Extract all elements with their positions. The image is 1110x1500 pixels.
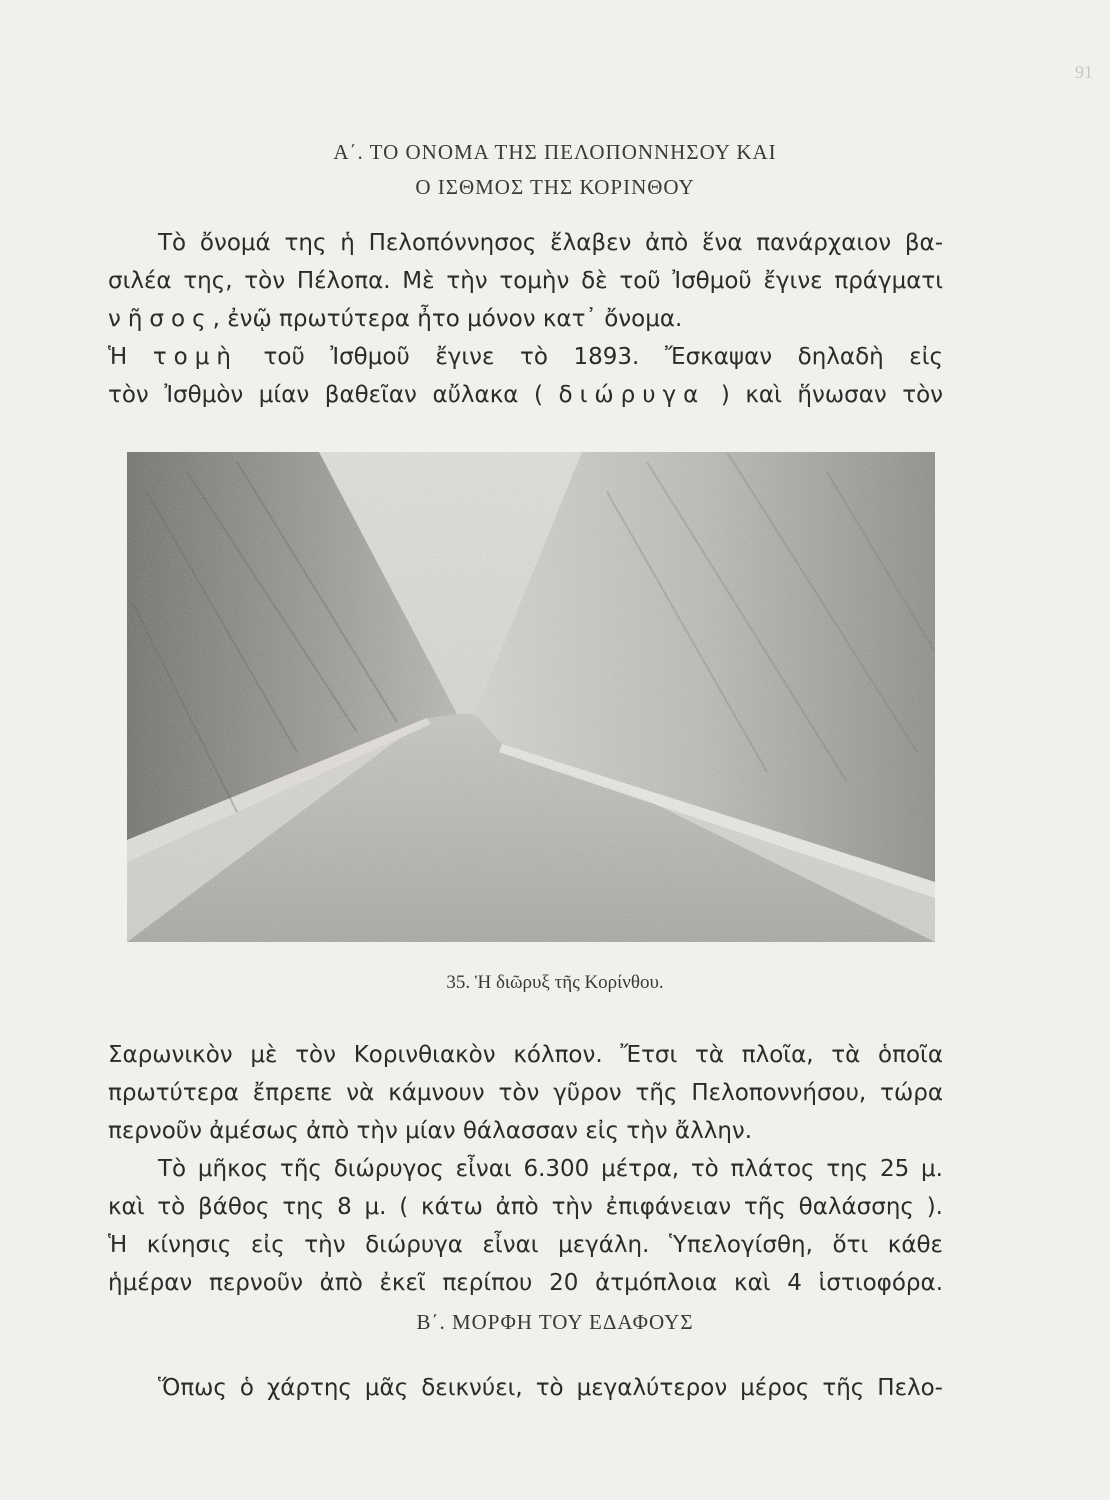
emphasis-canal: διώρυγα [558, 382, 706, 408]
corinth-canal-photo [127, 452, 935, 942]
page-number: 91 [1075, 62, 1093, 82]
paragraph-line: περνοῦν ἀμέσως ἀπὸ τὴν μίαν θάλασσαν εἰς τὴν ἄλλην. [108, 1118, 753, 1144]
paragraph-line: Σαρωνικὸν μὲ τὸν Κορινθιακὸν κόλπον. Ἔτσι τὰ πλοῖα, τὰ ὁποῖα [108, 1042, 943, 1068]
paragraph-line: Τὸ μῆκος τῆς διώρυγος εἶναι 6.300 μέτρα, τὸ πλάτος της 25 μ. [158, 1156, 943, 1182]
paragraph-line [108, 304, 943, 334]
section-b-heading: Β΄. ΜΟΡΦΗ ΤΟΥ ΕΔΑΦΟΥΣ [416, 1310, 694, 1334]
paragraph-line: Ἡ κίνησις εἰς τὴν διώρυγα εἶναι μεγάλη. Ὑπελογίσθη, ὅτι κάθε [108, 1232, 943, 1258]
paragraph-line [108, 380, 943, 410]
paragraph-line: καὶ τὸ βάθος της 8 μ. ( κάτω ἀπὸ τὴν ἐπιφάνειαν τῆς θαλάσσης ). [108, 1194, 943, 1220]
paragraph-fragment: Ἡ [108, 344, 128, 370]
paragraph-fragment: , ἐνῷ πρωτύτερα ἦτο μόνον κατ᾽ ὄνομα. [212, 306, 683, 332]
paragraph-line: σιλέα της, τὸν Πέλοπα. Μὲ τὴν τομὴν δὲ τοῦ Ἰσθμοῦ ἔγινε πράγματι [108, 268, 943, 294]
paragraph-line: Ὅπως ὁ χάρτης μᾶς δεικνύει, τὸ μεγαλύτερον μέρος τῆς Πελο- [158, 1375, 943, 1401]
section-a-heading-line1: Α΄. ΤΟ ΟΝΟΜΑ ΤΗΣ ΠΕΛΟΠΟΝΝΗΣΟΥ ΚΑΙ [333, 140, 777, 164]
section-a-heading-line2: Ο ΙΣΘΜΟΣ ΤΗΣ ΚΟΡΙΝΘΟΥ [415, 175, 695, 199]
emphasis-cut: τομὴ [152, 344, 238, 370]
paragraph-line [108, 342, 943, 372]
figure-caption: 35. Ἡ διῶρυξ τῆς Κορίνθου. [446, 972, 664, 993]
paragraph-fragment: ) καὶ ἥνωσαν τὸν [720, 382, 944, 408]
emphasis-island: νῆσος [108, 306, 213, 332]
paragraph-line: ἡμέραν περνοῦν ἀπὸ ἐκεῖ περίπου 20 ἀτμόπλοια καὶ 4 ἱστιοφόρα. [108, 1270, 943, 1296]
paragraph-line: Τὸ ὄνομά της ἡ Πελοπόννησος ἔλαβεν ἀπὸ ἕνα πανάρχαιον βα- [158, 230, 943, 256]
paragraph-fragment: τὸν Ἰσθμὸν μίαν βαθεῖαν αὔλακα ( [108, 382, 543, 408]
paragraph-line: πρωτύτερα ἔπρεπε νὰ κάμνουν τὸν γῦρον τῆς Πελοποννήσου, τώρα [108, 1080, 943, 1106]
paragraph-fragment: τοῦ Ἰσθμοῦ ἔγινε τὸ 1893. Ἔσκαψαν δηλαδὴ εἰς [263, 344, 944, 370]
